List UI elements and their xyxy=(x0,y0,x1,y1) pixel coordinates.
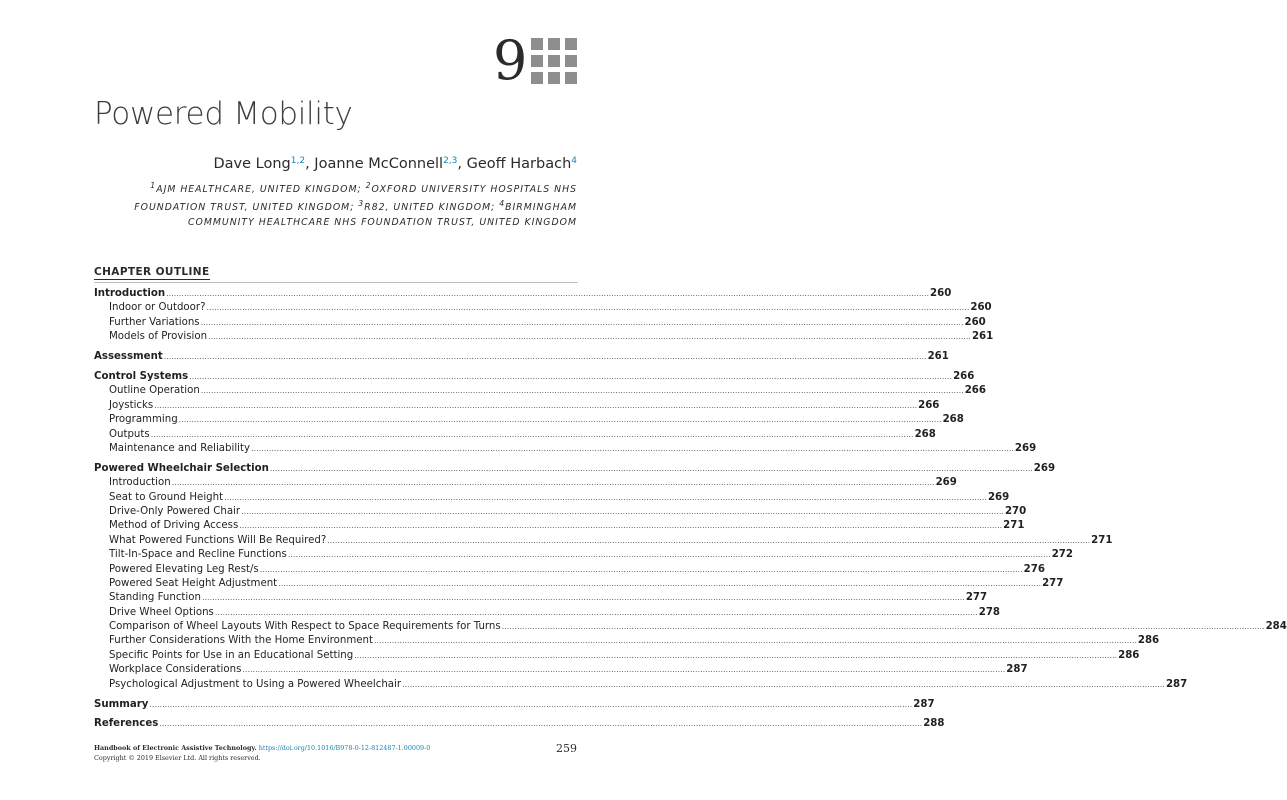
toc-title: Powered Elevating Leg Rest/s xyxy=(109,563,259,575)
toc-leader-dots: ............................................................................................................................................................................................................................................................................................................ xyxy=(269,463,1033,473)
toc-title: Powered Wheelchair Selection xyxy=(94,462,269,474)
table-of-contents xyxy=(94,287,1287,737)
toc-leader-dots: ............................................................................................................................................................................................................................................................................................................ xyxy=(200,386,964,396)
toc-title: Outputs xyxy=(109,428,150,440)
chapter-title: Powered Mobility xyxy=(94,96,353,132)
toc-leader-dots: ............................................................................................................................................................................................................................................................................................................ xyxy=(206,303,970,313)
toc-page: 260 xyxy=(970,302,992,314)
toc-leader-dots: ............................................................................................................................................................................................................................................................................................................ xyxy=(171,478,935,488)
author-name: Geoff Harbach xyxy=(466,156,572,172)
toc-entry[interactable] xyxy=(94,577,1064,591)
author-affiliation-ref: 1,2 xyxy=(290,156,306,166)
toc-title: Drive Wheel Options xyxy=(109,606,214,618)
toc-leader-dots: ............................................................................................................................................................................................................................................................................................................ xyxy=(166,289,930,298)
toc-page: 260 xyxy=(964,316,986,328)
toc-section-block xyxy=(94,462,1287,692)
toc-title: Maintenance and Reliability xyxy=(109,442,251,454)
toc-page: 271 xyxy=(1091,534,1113,546)
toc-entry[interactable] xyxy=(94,316,986,330)
toc-title: Summary xyxy=(94,698,149,710)
toc-entry[interactable] xyxy=(94,678,1188,692)
toc-page: 284 xyxy=(1265,621,1287,633)
toc-title: Models of Provision xyxy=(109,331,208,343)
toc-page: 269 xyxy=(1033,462,1056,474)
toc-title: Introduction xyxy=(94,288,166,299)
toc-page: 287 xyxy=(1165,678,1188,690)
affiliation-sup: 1 xyxy=(150,181,157,190)
toc-title: Workplace Considerations xyxy=(109,664,242,676)
toc-page: 287 xyxy=(1006,664,1028,676)
toc-leader-dots: ............................................................................................................................................................................................................................................................................................................ xyxy=(327,535,1091,545)
toc-leader-dots: ............................................................................................................................................................................................................................................................................................................ xyxy=(239,521,1003,531)
chapter-grid-icon xyxy=(531,38,577,84)
toc-page: 277 xyxy=(965,592,988,604)
toc-title: Outline Operation xyxy=(109,385,200,397)
toc-title: Powered Seat Height Adjustment xyxy=(109,577,278,589)
toc-title: What Powered Functions Will Be Required? xyxy=(109,534,327,546)
toc-section[interactable] xyxy=(94,698,935,712)
toc-section[interactable] xyxy=(94,370,975,384)
affiliation-sup: 4 xyxy=(499,199,506,209)
toc-entry[interactable] xyxy=(94,413,964,427)
page-number: 259 xyxy=(556,742,577,755)
affiliations xyxy=(97,179,577,230)
toc-entry[interactable] xyxy=(94,491,1010,505)
toc-leader-dots: ............................................................................................................................................................................................................................................................................................................ xyxy=(200,317,964,327)
toc-title: Further Considerations With the Home Environment xyxy=(109,635,373,647)
author-name: Dave Long xyxy=(213,156,291,172)
footer-citation xyxy=(94,743,430,763)
toc-section-block xyxy=(94,717,945,731)
toc-entry[interactable] xyxy=(94,476,957,490)
affiliation-text: AJM HEALTHCARE, UNITED KINGDOM; xyxy=(156,184,366,196)
author-name: Joanne McConnell xyxy=(314,156,444,172)
author-affiliation-ref: 4 xyxy=(571,156,577,166)
affiliation-text: R82, UNITED KINGDOM; xyxy=(364,202,500,214)
toc-title: Control Systems xyxy=(94,370,189,382)
toc-entry[interactable] xyxy=(94,634,1160,648)
toc-leader-dots: ............................................................................................................................................................................................................................................................................................................ xyxy=(224,492,987,502)
toc-title: Further Variations xyxy=(109,316,200,328)
toc-leader-dots: ............................................................................................................................................................................................................................................................................................................ xyxy=(201,593,965,603)
toc-entry[interactable] xyxy=(94,519,1025,533)
toc-page: 278 xyxy=(978,606,1000,618)
toc-title: Drive-Only Powered Chair xyxy=(109,505,241,517)
toc-title: Tilt-In-Space and Recline Functions xyxy=(109,549,287,561)
toc-section-block xyxy=(94,287,994,345)
toc-leader-dots: ............................................................................................................................................................................................................................................................................................................ xyxy=(208,332,971,342)
chapter-outline-heading: CHAPTER OUTLINE xyxy=(94,266,210,278)
toc-entry[interactable] xyxy=(94,663,1028,677)
book-title: Handbook of Electronic Assistive Technology. xyxy=(94,744,257,752)
toc-page: 268 xyxy=(942,414,964,426)
toc-leader-dots: ............................................................................................................................................................................................................................................................................................................ xyxy=(354,650,1118,660)
toc-section-block xyxy=(94,370,1037,456)
toc-leader-dots: ............................................................................................................................................................................................................................................................................................................ xyxy=(241,506,1004,516)
toc-page: 272 xyxy=(1051,549,1073,561)
toc-page: 286 xyxy=(1118,649,1140,661)
toc-entry[interactable] xyxy=(94,399,940,413)
toc-page: 287 xyxy=(913,698,935,710)
affiliation-text: OXFORD UNIVERSITY HOSPITALS NHS FOUNDATION TRUST, UNITED KINGDOM; xyxy=(134,184,577,214)
toc-leader-dots: ............................................................................................................................................................................................................................................................................................................ xyxy=(149,699,913,709)
toc-title: Method of Driving Access xyxy=(109,520,239,532)
toc-page: 269 xyxy=(935,477,957,489)
toc-leader-dots: ............................................................................................................................................................................................................................................................................................................ xyxy=(163,352,927,362)
affiliation-text: BIRMINGHAM COMMUNITY HEALTHCARE NHS FOUNDATION TRUST, UNITED KINGDOM xyxy=(188,202,577,228)
toc-entry[interactable] xyxy=(94,384,986,398)
toc-entry[interactable] xyxy=(94,649,1140,663)
toc-leader-dots: ............................................................................................................................................................................................................................................................................................................ xyxy=(159,719,923,729)
affiliation-sup: 2 xyxy=(365,181,372,190)
chapter-number: 9 xyxy=(493,29,528,92)
toc-page: 269 xyxy=(1014,442,1037,454)
affiliation-sup: 3 xyxy=(358,199,365,209)
toc-page: 261 xyxy=(927,351,949,363)
toc-page: 277 xyxy=(1042,577,1064,589)
toc-title: Indoor or Outdoor? xyxy=(109,302,206,314)
toc-leader-dots: ............................................................................................................................................................................................................................................................................................................ xyxy=(402,679,1165,689)
toc-title: Introduction xyxy=(109,477,171,489)
toc-entry[interactable] xyxy=(94,548,1073,562)
toc-entry[interactable] xyxy=(94,591,988,605)
toc-page: 260 xyxy=(930,288,952,299)
toc-title: Seat to Ground Height xyxy=(109,491,224,503)
toc-leader-dots: ............................................................................................................................................................................................................................................................................................................ xyxy=(150,429,914,439)
toc-leader-dots: ............................................................................................................................................................................................................................................................................................................ xyxy=(242,665,1006,675)
toc-leader-dots: ............................................................................................................................................................................................................................................................................................................ xyxy=(287,550,1051,560)
toc-page: 270 xyxy=(1004,505,1027,517)
toc-title: Joysticks xyxy=(109,399,154,411)
toc-entry[interactable] xyxy=(94,505,1027,519)
toc-section[interactable] xyxy=(94,462,1056,476)
toc-page: 276 xyxy=(1023,563,1045,575)
toc-title: Comparison of Wheel Layouts With Respect to Space Requirements for Turns xyxy=(109,621,501,633)
toc-entry[interactable] xyxy=(94,301,992,315)
toc-title: Psychological Adjustment to Using a Powered Wheelchair xyxy=(109,678,402,690)
doi-link[interactable]: https://doi.org/10.1016/B978-0-12-812487-1.00009-0 xyxy=(258,744,431,752)
copyright: Copyright © 2019 Elsevier Ltd. All rights reserved. xyxy=(94,754,261,762)
toc-leader-dots: ............................................................................................................................................................................................................................................................................................................ xyxy=(154,400,918,410)
author-list: Dave Long$^{1,2}$, Joanne McConnell$^{2,3}$, Geoff Harbach$^4$ xyxy=(213,156,577,172)
toc-page: 286 xyxy=(1137,635,1160,647)
toc-leader-dots: ............................................................................................................................................................................................................................................................................................................ xyxy=(373,636,1137,646)
toc-leader-dots: ............................................................................................................................................................................................................................................................................................................ xyxy=(214,607,978,617)
toc-leader-dots: ............................................................................................................................................................................................................................................................................................................ xyxy=(189,371,953,381)
toc-title: Standing Function xyxy=(109,592,201,604)
toc-section-block xyxy=(94,350,949,364)
toc-title: Assessment xyxy=(94,351,163,363)
toc-entry[interactable] xyxy=(94,442,1037,456)
outline-divider xyxy=(94,282,578,283)
toc-leader-dots: ............................................................................................................................................................................................................................................................................................................ xyxy=(501,622,1265,632)
toc-page: 266 xyxy=(953,370,975,382)
toc-entry[interactable] xyxy=(94,330,994,344)
toc-entry[interactable] xyxy=(94,428,936,442)
author-affiliation-ref: 2,3 xyxy=(443,156,458,166)
toc-page: 261 xyxy=(971,331,994,343)
toc-section[interactable] xyxy=(94,717,945,731)
toc-page: 268 xyxy=(914,428,936,440)
toc-title: Specific Points for Use in an Educational Setting xyxy=(109,649,354,661)
toc-entry[interactable] xyxy=(94,620,1287,634)
toc-leader-dots: ............................................................................................................................................................................................................................................................................................................ xyxy=(259,564,1023,574)
toc-page: 266 xyxy=(964,385,986,397)
toc-section-block xyxy=(94,698,935,712)
toc-entry[interactable] xyxy=(94,563,1045,577)
toc-leader-dots: ............................................................................................................................................................................................................................................................................................................ xyxy=(278,578,1042,588)
toc-page: 271 xyxy=(1003,520,1025,532)
toc-page: 266 xyxy=(918,399,940,411)
toc-page: 288 xyxy=(923,718,945,730)
toc-leader-dots: ............................................................................................................................................................................................................................................................................................................ xyxy=(251,443,1014,453)
toc-entry[interactable] xyxy=(94,606,1000,620)
toc-section[interactable] xyxy=(94,287,952,301)
toc-title: References xyxy=(94,718,159,730)
toc-section[interactable] xyxy=(94,350,949,364)
toc-page: 269 xyxy=(987,491,1010,503)
toc-title: Programming xyxy=(109,414,178,426)
toc-entry[interactable] xyxy=(94,534,1113,548)
toc-leader-dots: ............................................................................................................................................................................................................................................................................................................ xyxy=(178,415,942,425)
